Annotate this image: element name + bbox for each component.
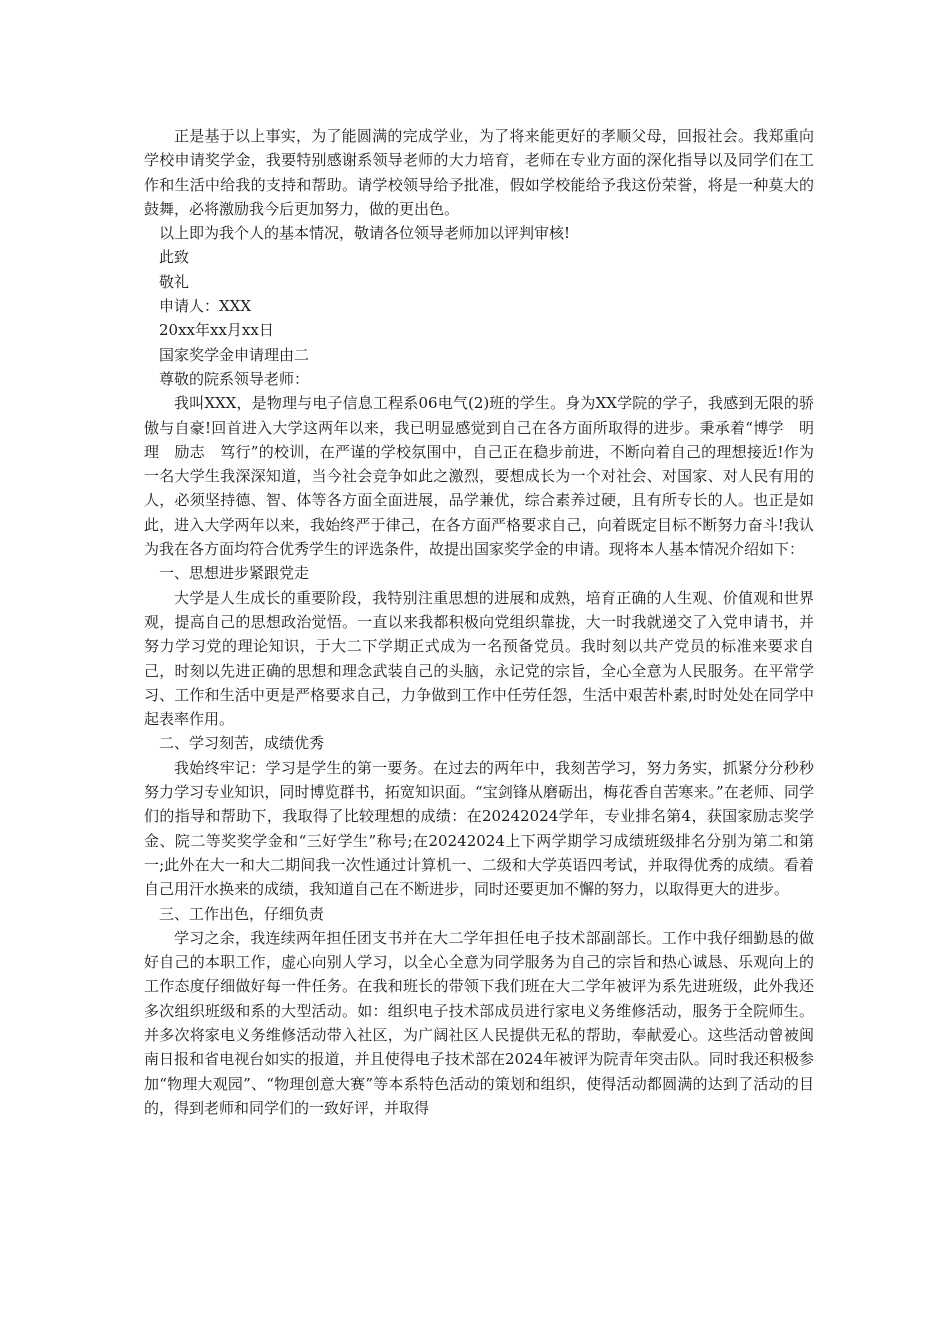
applicant-line: 申请人：XXX	[159, 297, 252, 316]
heading-study: 二、学习刻苦，成绩优秀	[159, 734, 325, 753]
salutation-cizhi: 此致	[159, 248, 190, 267]
heading-ideology: 一、思想进步紧跟党走	[159, 564, 310, 583]
salutation-jingli: 敬礼	[159, 272, 190, 291]
work-paragraph: 学习之余，我连续两年担任团支书并在大二学年担任电子技术部副部长。工作中我仔细勤恳的做好自己的本职工作，虚心向别人学习，以全心全意为同学服务为自己的宗旨和热心诚恳、乐观向上的工作态度仔细做好每一件任务。在我和班长的带领下我们班在大二学年被评为系先进班级，此外我还多次组织班级和系的大型活动。如：组织电子技术部成员进行家电义务维修活动，服务于全院师生。并多次将家电义务维修活动带入社区，为广阔社区人民提供无私的帮助，奉献爱心。这些活动曾被闽南日报和省电视台如实的报道，并且使得电子技术部在2024年被评为院青年突击队。同时我还积极参加“物理大观园”、“物理创意大赛”等本系特色活动的策划和组织，使得活动都圆满的达到了活动的目的，得到老师和同学们的一致好评，并取得	[144, 928, 814, 1117]
study-paragraph: 我始终牢记：学习是学生的第一要务。在过去的两年中，我刻苦学习，努力务实，抓紧分分秒秒努力学习专业知识，同时博览群书，拓宽知识面。“宝剑锋从磨砺出，梅花香自苦寒来。”在老师、同学们的指导和帮助下，我取得了比较理想的成绩：在20242024学年，专业排名第4，获国家励志奖学金、院二等奖奖学金和“三好学生”称号;在20242024上下两学期学习成绩班级排名分别为第二和第一;此外在大一和大二期间我一次性通过计算机一、二级和大学英语四考试，并取得优秀的成绩。看着自己用汗水换来的成绩，我知道自己在不断进步，同时还要更加不懈的努力，以取得更大的进步。	[144, 758, 814, 899]
greeting-line: 尊敬的院系领导老师：	[159, 369, 310, 388]
heading-work: 三、工作出色，仔细负责	[159, 904, 325, 923]
request-review-line: 以上即为我个人的基本情况，敬请各位领导老师加以评判审核!	[159, 224, 571, 243]
intro-paragraph: 我叫XXX，是物理与电子信息工程系06电气(2)班的学生。身为XX学院的学子，我感到无限的骄傲与自豪!回首进入大学这两年以来，我已明显感觉到自己在各方面所取得的进步。秉承着“博学 明理 励志 笃行”的校训，在严谨的学校氛围中，自己正在稳步前进，不断向着自己的理想接近!作为一名大学生我深深知道，当今社会竞争如此之激烈，要想成长为一个对社会、对国家、对人民有用的人，必须坚持德、智、体等各方面全面进展，品学兼优，综合素养过硬，且有所专长的人。也正是如此，进入大学两年以来，我始终严于律己，在各方面严格要求自己，向着既定目标不断努力奋斗!我认为我在各方面均符合优秀学生的评选条件，故提出国家奖学金的申请。现将本人基本情况介绍如下：	[144, 394, 814, 559]
section-title: 国家奖学金申请理由二	[159, 345, 310, 364]
document-body	[144, 124, 814, 1120]
ideology-paragraph: 大学是人生成长的重要阶段，我特别注重思想的进展和成熟，培育正确的人生观、价值观和世界观，提高自己的思想政治觉悟。一直以来我都积极向党组织靠拢，大一时我就递交了入党申请书，并努力学习党的理论知识，于大二下学期正式成为一名预备党员。我时刻以共产党员的标准来要求自己，时刻以先进正确的思想和理念武装自己的头脑，永记党的宗旨，全心全意为人民服务。在平常学习、工作和生活中更是严格要求自己，力争做到工作中任劳任怨，生活中艰苦朴素,时时处处在同学中起表率作用。	[144, 588, 814, 729]
closing-paragraph: 正是基于以上事实，为了能圆满的完成学业，为了将来能更好的孝顺父母，回报社会。我郑重向学校申请奖学金，我要特别感谢系领导老师的大力培育，老师在专业方面的深化指导以及同学们在工作和生活中给我的支持和帮助。请学校领导给予批准，假如学校能给予我这份荣誉，将是一种莫大的鼓舞，必将激励我今后更加努力，做的更出色。	[144, 127, 814, 218]
date-line: 20xx年xx月xx日	[159, 321, 274, 340]
